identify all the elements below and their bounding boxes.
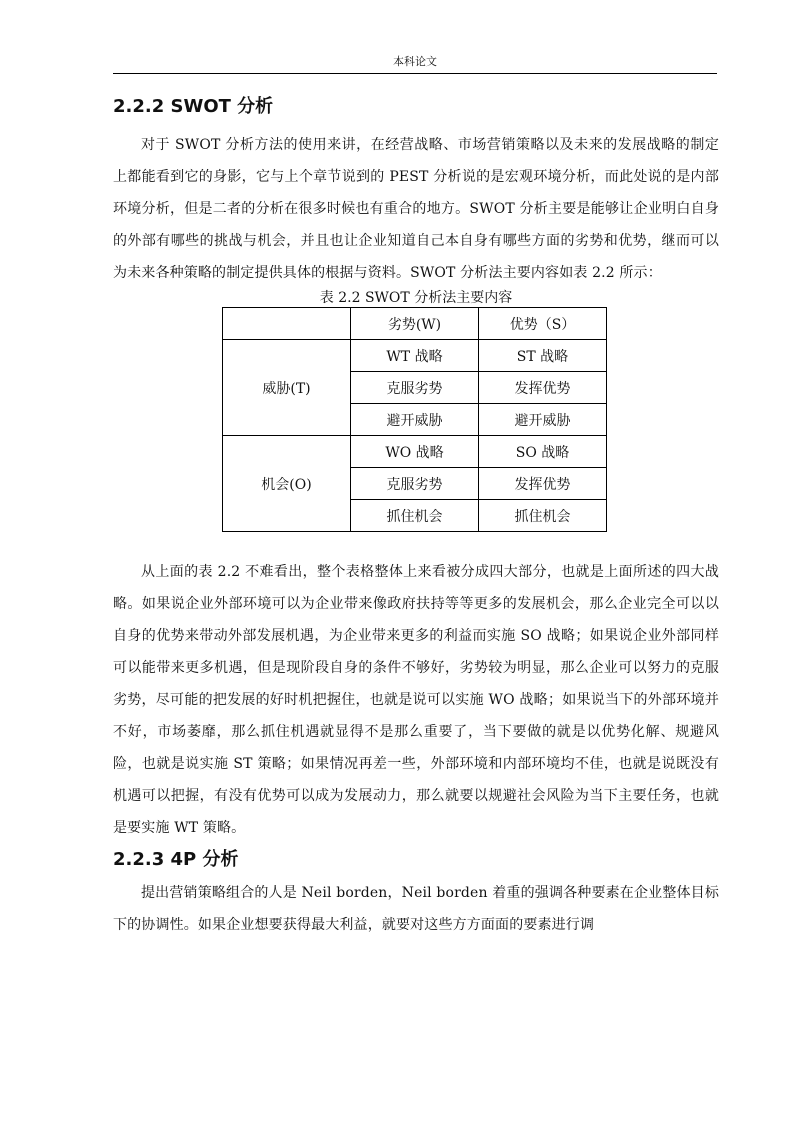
table-row (223, 436, 607, 468)
section-heading-swot: 2.2.2 SWOT 分析 (113, 96, 274, 117)
table-cell: SO 战略 (479, 436, 607, 468)
running-header: 本科论文 (393, 55, 437, 68)
table-cell: 克服劣势 (351, 468, 479, 500)
row-label-opportunity: 机会(O) (223, 436, 351, 532)
page-body (113, 95, 719, 941)
table-cell: 发挥优势 (479, 372, 607, 404)
table-header-row (223, 308, 607, 340)
4p-paragraph: 提出营销策略组合的人是 Neil borden，Neil borden 着重的强调各种要素在企业整体目标下的协调性。如果企业想要获得最大利益，就要对这些方方面面的要素进行调 (113, 885, 719, 933)
swot-table (222, 307, 607, 532)
header-rule (113, 73, 717, 74)
table-cell: ST 战略 (479, 340, 607, 372)
table-cell: 避开威胁 (351, 404, 479, 436)
row-label-threat: 威胁(T) (223, 340, 351, 436)
table-corner-cell (223, 308, 351, 340)
header-weakness: 劣势(W) (351, 308, 479, 340)
header-strength: 优势（S） (479, 308, 607, 340)
table-cell: WO 战略 (351, 436, 479, 468)
swot-analysis-paragraph: 从上面的表 2.2 不难看出，整个表格整体上来看被分成四大部分，也就是上面所述的四大战略。如果说企业外部环境可以为企业带来像政府扶持等等更多的发展机会，那么企业完全可以以自身的优势来带动外部发展机遇，为企业带来更多的利益而实施 SO 战略；如果说企业外部同样可以能带来更多机遇，但是现阶段自身的条件不够好，劣势较为明显，那么企业可以努力的克服劣势，尽可能的把发展的好时机把握住，也就是说可以实施 WO 战略；如果说当下的外部环境并不好，市场萎靡，那么抓住机遇就显得不是那么重要了，当下要做的就是以优势化解、规避风险，也就是说实施 ST 策略；如果情况再差一些，外部环境和内部环境均不佳，也就是说既没有机遇可以把握，有没有优势可以成为发展动力，那么就要以规避社会风险为当下主要任务，也就是要实施 WT 策略。 (113, 564, 719, 836)
table-caption: 表 2.2 SWOT 分析法主要内容 (319, 290, 513, 306)
table-cell: 抓住机会 (479, 500, 607, 532)
table-cell: WT 战略 (351, 340, 479, 372)
swot-intro-paragraph: 对于 SWOT 分析方法的使用来讲，在经营战略、市场营销策略以及未来的发展战略的制定上都能看到它的身影，它与上个章节说到的 PEST 分析说的是宏观环境分析，而此处说的是内部环境分析，但是二者的分析在很多时候也有重合的地方。SWOT 分析主要是能够让企业明白自身的外部有哪些的挑战与机会，并且也让企业知道自己本自身有哪些方面的劣势和优势，继而可以为未来各种策略的制定提供具体的根据与资料。SWOT 分析法主要内容如表 2.2 所示： (113, 137, 719, 281)
table-cell: 克服劣势 (351, 372, 479, 404)
table-cell: 发挥优势 (479, 468, 607, 500)
table-row (223, 340, 607, 372)
table-cell: 抓住机会 (351, 500, 479, 532)
table-cell: 避开威胁 (479, 404, 607, 436)
section-heading-4p: 2.2.3 4P 分析 (113, 849, 239, 870)
